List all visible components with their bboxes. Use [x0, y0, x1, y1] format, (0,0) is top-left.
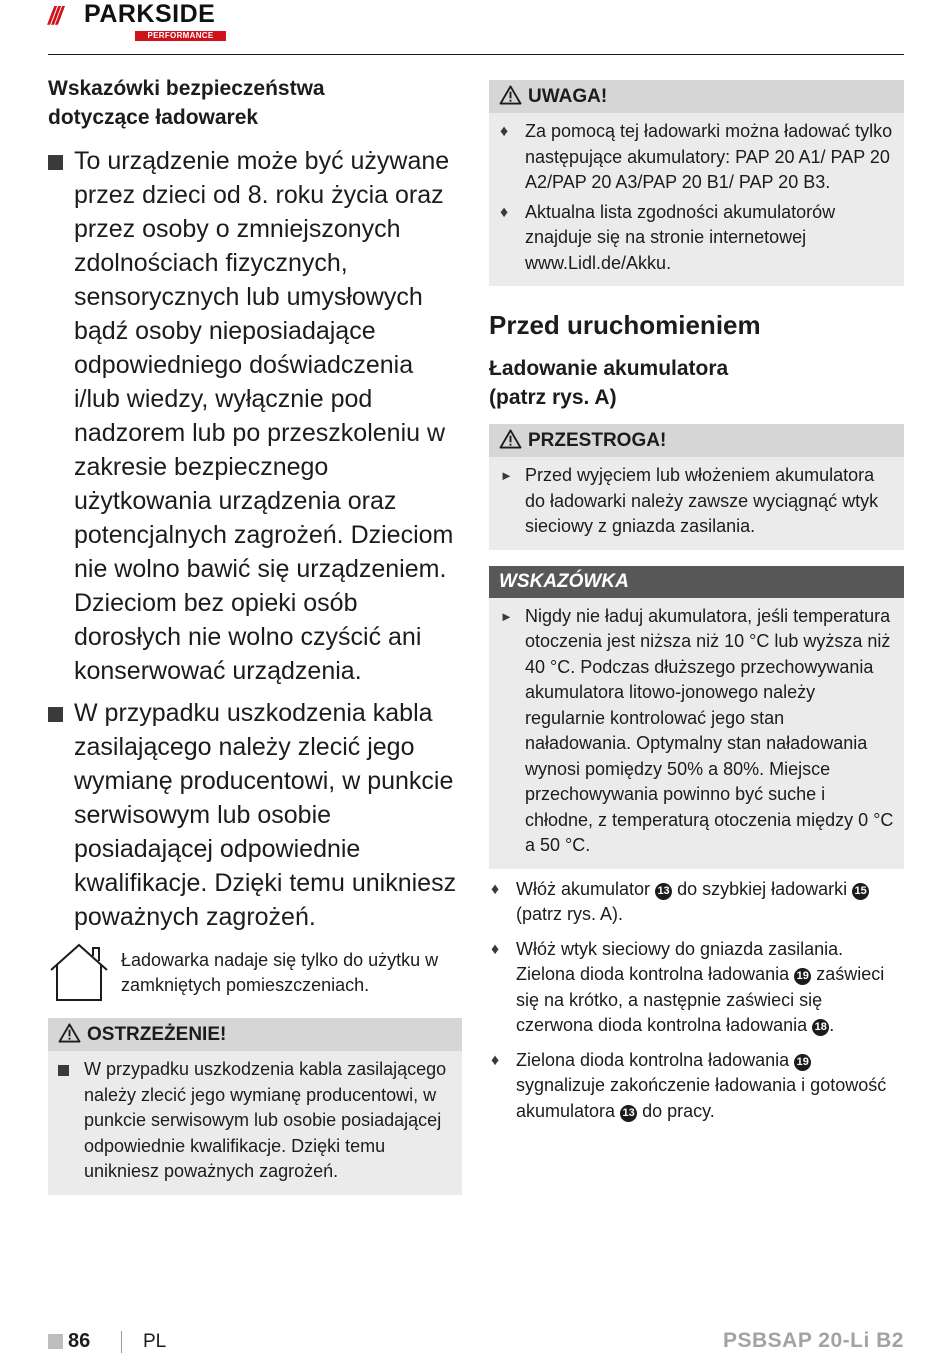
uwaga-box	[489, 80, 904, 286]
charging-steps	[489, 877, 904, 1125]
step-3-text-c: do pracy.	[642, 1100, 715, 1121]
subsection-title	[489, 354, 904, 412]
indoor-use-text: Ładowarka nadaje się tylko do użytku w zamkniętych pomieszczeniach.	[121, 950, 439, 995]
caution-box-body	[489, 457, 904, 550]
warning-box	[48, 1018, 462, 1195]
house-icon	[48, 942, 110, 1004]
warning-box-header	[48, 1018, 462, 1051]
subsection-title-line-2: (patrz rys. A)	[489, 386, 617, 409]
callout-19: 19	[794, 968, 811, 985]
safety-title	[48, 74, 462, 132]
indoor-use-note	[48, 942, 462, 1006]
step-1-text-b: do szybkiej ładowarki	[677, 878, 848, 899]
callout-19: 19	[794, 1054, 811, 1071]
step-3-text-a: Zielona dioda kontrolna ładowania	[516, 1049, 790, 1070]
header-rule	[48, 54, 904, 55]
parkside-logo	[48, 0, 238, 46]
warning-box-body	[48, 1051, 462, 1195]
caution-box-text: ► Przed wyjęciem lub włożeniem akumulatora do ładowarki należy zawsze wyciągnąć wtyk sieciowy z gniazda zasilania.	[499, 463, 894, 540]
warning-box-text: W przypadku uszkodzenia kabla zasilającego należy zlecić jego wymianę producentowi, w punkcie serwisowym lub osobie posiadającej odpowiednie kwalifikacje. Dzięki temu unikniesz poważnych zagrożeń.	[58, 1057, 452, 1185]
logo-slashes: ///	[48, 2, 60, 30]
caution-box	[489, 424, 904, 550]
hint-box-header: WSKAZÓWKA	[489, 566, 904, 598]
caution-box-title: PRZESTROGA!	[528, 430, 667, 451]
safety-item-cable: W przypadku uszkodzenia kabla zasilającego należy zlecić jego wymianę producentowi, w punkcie serwisowym lub osobie posiadającej odpowiednie kwalifikacje. Dzięki temu unikniesz poważnych zagrożeń.	[48, 696, 462, 934]
safety-title-line-2: dotyczące ładowarek	[48, 106, 259, 129]
subsection-title-line-1: Ładowanie akumulatora	[489, 357, 729, 380]
safety-item-children: To urządzenie może być używane przez dzieci od 8. roku życia oraz przez osoby o zmniejszonych zdolnościach fizycznych, sensorycznych lub umysłowych bądź osoby nieposiadające odpowiedniego doświadczenia i/lub wiedzy, wyłącznie pod nadzorem lub po przeszkoleniu w zakresie bezpiecznego użytkowania urządzenia oraz potencjalnych zagrożeń. Dzieciom nie wolno bawić się urządzeniem. Dzieciom bez opieki osób dorosłych nie wolno czyścić ani konserwować urządzenia.	[48, 144, 462, 688]
step-charge-complete	[489, 1048, 904, 1125]
warning-triangle-icon	[58, 1023, 81, 1043]
footer-language: PL	[143, 1331, 167, 1352]
callout-18: 18	[812, 1019, 829, 1036]
step-1-text-c: (patrz rys. A).	[516, 904, 624, 924]
page-number: 86	[68, 1330, 91, 1352]
callout-13: 13	[655, 883, 672, 900]
safety-title-line-1: Wskazówki bezpieczeństwa	[48, 77, 325, 100]
step-1-text-a: Włóż akumulator	[516, 878, 651, 899]
step-plug-in	[489, 937, 904, 1039]
step-3-text-b: sygnalizuje zakończenie ładowania i gotowość akumulatora	[516, 1075, 887, 1121]
uwaga-item-list: ♦ Aktualna lista zgodności akumulatorów znajduje się na stronie internetowej www.Lidl.de/Akku.	[499, 200, 894, 277]
logo-wordmark: PARKSIDE	[84, 0, 216, 28]
footer-square	[48, 1334, 63, 1349]
step-2-text-c: .	[829, 1015, 835, 1035]
right-column	[489, 80, 904, 1133]
uwaga-box-title: UWAGA!	[528, 86, 608, 107]
logo-subtitle: PERFORMANCE	[135, 31, 226, 41]
caution-box-header	[489, 424, 904, 457]
callout-13: 13	[620, 1105, 637, 1122]
hint-box-body	[489, 598, 904, 869]
step-insert-battery	[489, 877, 904, 928]
left-column	[48, 74, 462, 1195]
step-2-text-b: zaświeci się na krótko, a następnie zaświeci się czerwona dioda kontrolna ładowania	[516, 964, 885, 1035]
callout-15: 15	[852, 883, 869, 900]
hint-box	[489, 566, 904, 869]
footer-model: PSBSAP 20-Li B2	[722, 1329, 904, 1352]
safety-list	[48, 144, 462, 934]
warning-triangle-icon	[499, 429, 522, 449]
uwaga-box-body	[489, 113, 904, 286]
warning-triangle-icon	[499, 85, 522, 105]
uwaga-item-compatible: ♦ Za pomocą tej ładowarki można ładować tylko następujące akumulatory: PAP 20 A1/ PAP 20 A2/PAP 20 A3/PAP 20 B1/ PAP 20 B3.	[499, 119, 894, 196]
footer-divider	[121, 1331, 122, 1353]
hint-box-text: ► Nigdy nie ładuj akumulatora, jeśli temperatura otoczenia jest niższa niż 10 °C lub wyższa niż 40 °C. Podczas dłuższego przechowywania akumulatora litowo-jonowego należy regularnie kontrolować jego stan naładowania. Optymalny stan naładowania wynosi pomiędzy 50% a 80%. Miejsce przechowywania powinno być suche i chłodne, z temperaturą otoczenia między 0 °C a 50 °C.	[499, 604, 894, 859]
uwaga-box-header	[489, 80, 904, 113]
section-title: Przed uruchomieniem	[489, 310, 761, 340]
warning-box-title: OSTRZEŻENIE!	[87, 1024, 227, 1045]
step-2-text-a: Włóż wtyk sieciowy do gniazda zasilania. Zielona dioda kontrolna ładowania	[516, 938, 844, 984]
